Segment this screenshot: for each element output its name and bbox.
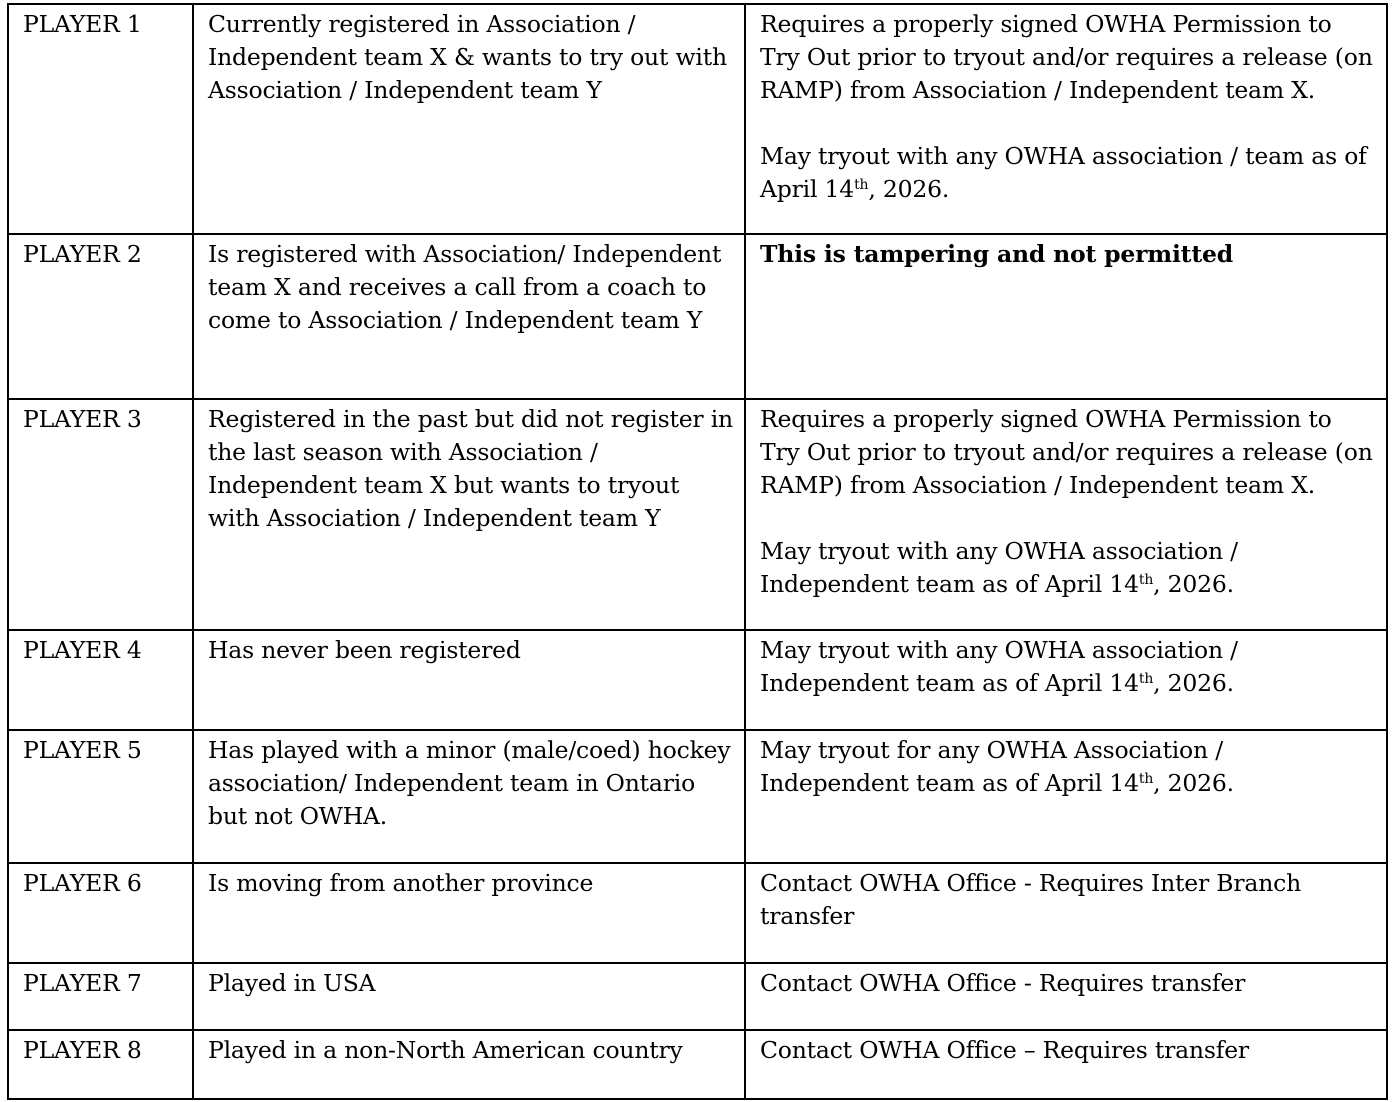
player-cell (8, 1030, 193, 1099)
table-row (8, 963, 1387, 1030)
situation-cell (193, 963, 745, 1030)
rule-date-text: May tryout with any OWHA association / Independent team as of April 14th, 2026. (760, 537, 1238, 598)
table-row (8, 1030, 1387, 1099)
rule-cell (745, 1030, 1387, 1099)
situation-text: Has never been registered (208, 636, 521, 664)
rule-date-text: May tryout with any OWHA association / team as of April 14th, 2026. (760, 142, 1367, 203)
situation-text: Is registered with Association/ Independent team X and receives a call from a coach to come to Association / Independent team Y (208, 240, 722, 334)
player-cell (8, 4, 193, 234)
table-row (8, 399, 1387, 630)
table-row (8, 4, 1387, 234)
rule-text: May tryout with any OWHA association / Independent team as of April 14th, 2026. (760, 636, 1238, 697)
table-row (8, 234, 1387, 399)
situation-cell (193, 730, 745, 863)
rule-cell (745, 234, 1387, 399)
player-cell (8, 730, 193, 863)
situation-text: Currently registered in Association / Independent team X & wants to try out with Association / Independent team Y (208, 10, 727, 104)
table-row (8, 863, 1387, 963)
player-label: PLAYER 1 (23, 10, 142, 38)
rule-cell (745, 4, 1387, 234)
rule-text: Requires a properly signed OWHA Permission to Try Out prior to tryout and/or requires a release (on RAMP) from Association / Independent team X. (760, 10, 1373, 104)
rule-cell (745, 963, 1387, 1030)
situation-cell (193, 630, 745, 730)
rule-cell (745, 730, 1387, 863)
situation-cell (193, 399, 745, 630)
player-cell (8, 234, 193, 399)
player-label: PLAYER 7 (23, 969, 142, 997)
situation-text: Has played with a minor (male/coed) hockey association/ Independent team in Ontario but not OWHA. (208, 736, 731, 830)
situation-cell (193, 234, 745, 399)
player-cell (8, 399, 193, 630)
player-label: PLAYER 6 (23, 869, 142, 897)
situation-cell (193, 4, 745, 234)
rule-text: Contact OWHA Office - Requires transfer (760, 969, 1246, 997)
situation-text: Played in USA (208, 969, 376, 997)
rule-text: This is tampering and not permitted (760, 240, 1233, 268)
situation-cell (193, 863, 745, 963)
player-label: PLAYER 8 (23, 1036, 142, 1064)
player-label: PLAYER 5 (23, 736, 142, 764)
rule-cell (745, 863, 1387, 963)
rule-text: Contact OWHA Office – Requires transfer (760, 1036, 1249, 1064)
player-eligibility-table (7, 3, 1388, 1100)
table-row (8, 630, 1387, 730)
player-cell (8, 963, 193, 1030)
rule-text: Contact OWHA Office - Requires Inter Branch transfer (760, 869, 1302, 930)
rule-cell (745, 399, 1387, 630)
rule-text: Requires a properly signed OWHA Permission to Try Out prior to tryout and/or requires a release (on RAMP) from Association / Independent team X. (760, 405, 1373, 499)
rule-cell (745, 630, 1387, 730)
player-label: PLAYER 4 (23, 636, 142, 664)
rule-text: May tryout for any OWHA Association / Independent team as of April 14th, 2026. (760, 736, 1234, 797)
situation-text: Registered in the past but did not register in the last season with Association / Independent team X but wants to tryout with Association / Independent team Y (208, 405, 733, 532)
situation-text: Played in a non-North American country (208, 1036, 683, 1064)
player-label: PLAYER 2 (23, 240, 142, 268)
situation-text: Is moving from another province (208, 869, 594, 897)
table-row (8, 730, 1387, 863)
player-cell (8, 630, 193, 730)
player-label: PLAYER 3 (23, 405, 142, 433)
player-cell (8, 863, 193, 963)
situation-cell (193, 1030, 745, 1099)
